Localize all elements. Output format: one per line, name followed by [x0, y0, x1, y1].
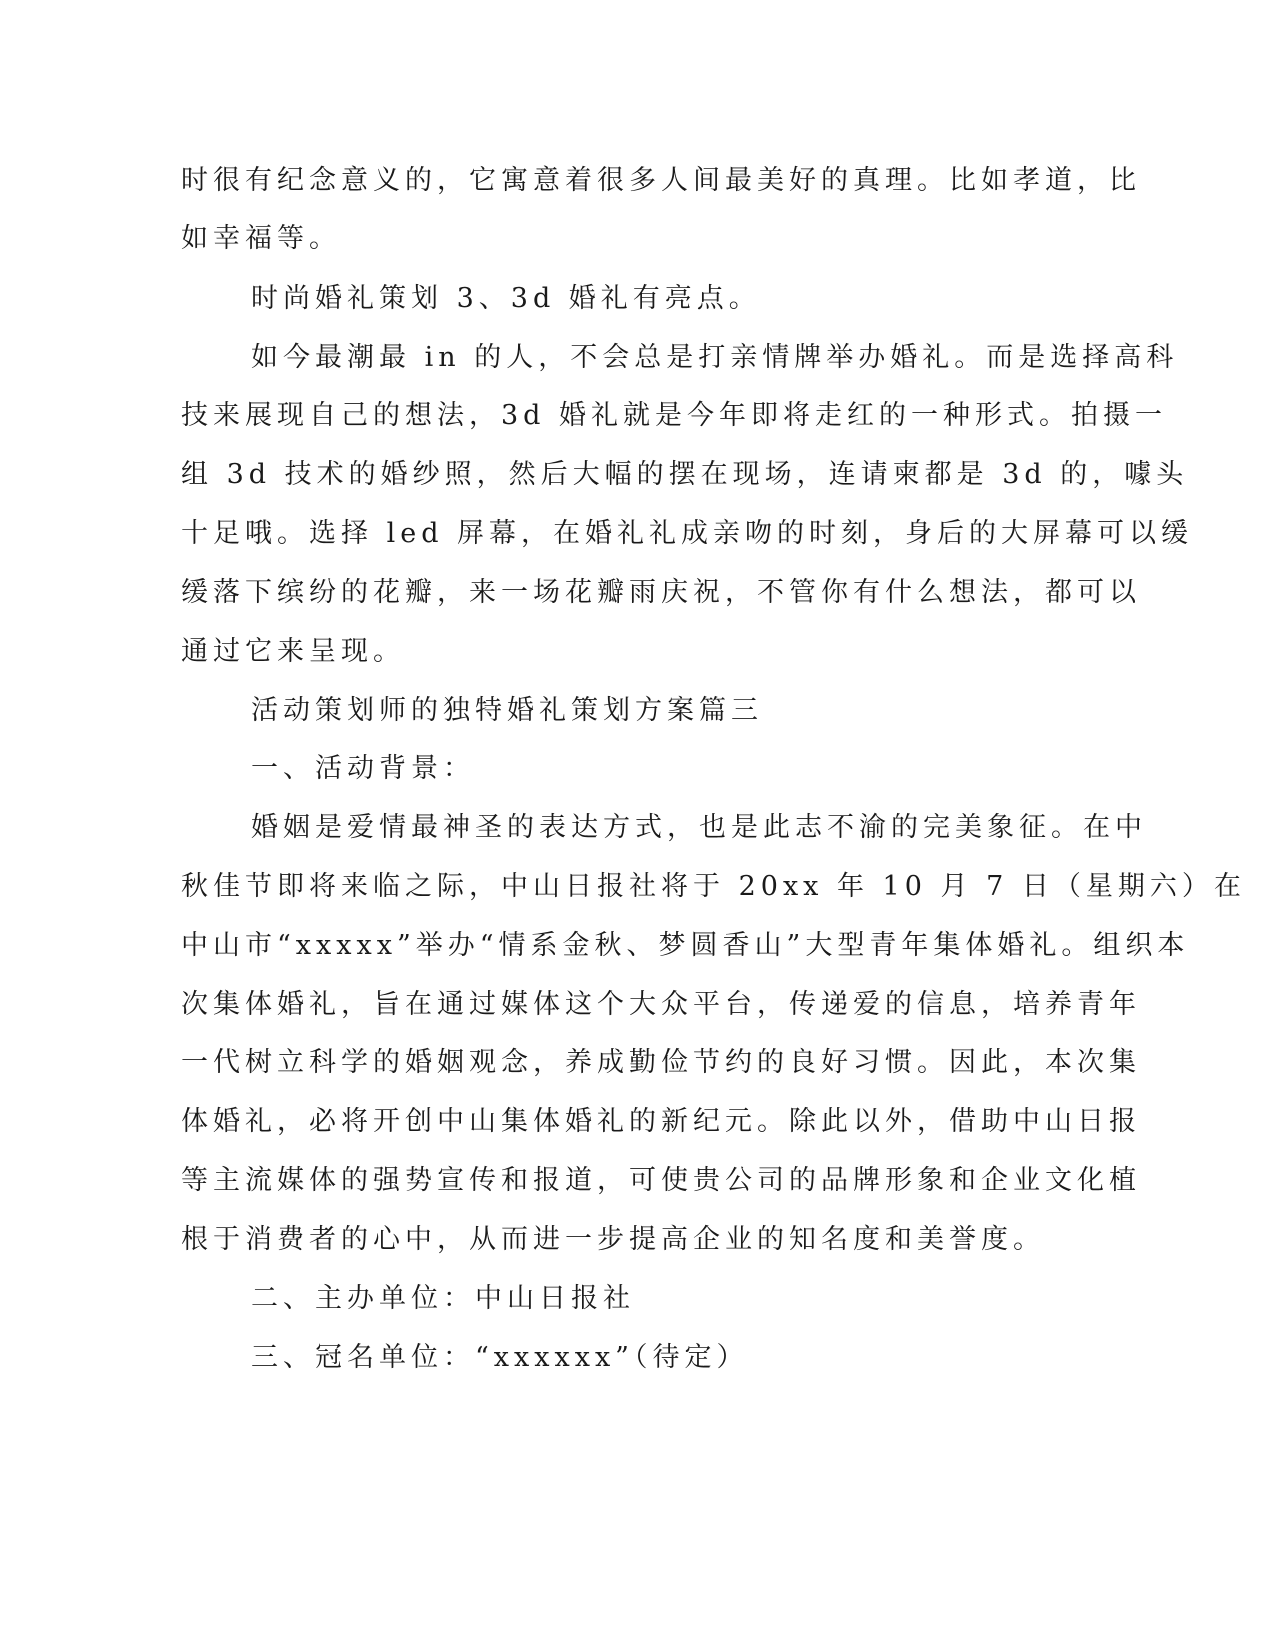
section-heading: 一、活动背景：	[251, 753, 475, 784]
body-text-line: 一代树立科学的婚姻观念，养成勤俭节约的良好习惯。因此，本次集	[181, 1047, 1141, 1078]
body-text-line: 根于消费者的心中，从而进一步提高企业的知名度和美誉度。	[181, 1224, 1045, 1255]
body-text-line: 婚姻是爱情最神圣的表达方式，也是此志不渝的完美象征。在中	[251, 812, 1147, 843]
body-text-line: 中山市“xxxxx”举办“情系金秋、梦圆香山”大型青年集体婚礼。组织本	[181, 930, 1190, 961]
body-text-line: 十足哦。选择 led 屏幕，在婚礼礼成亲吻的时刻，身后的大屏幕可以缓	[181, 518, 1194, 549]
section-heading: 时尚婚礼策划 3、3d 婚礼有亮点。	[251, 283, 761, 314]
body-text-line: 秋佳节即将来临之际，中山日报社将于 20xx 年 10 月 7 日（星期六）在	[181, 871, 1246, 902]
body-text-line: 时很有纪念意义的，它寓意着很多人间最美好的真理。比如孝道，比	[181, 165, 1141, 196]
body-text-line: 组 3d 技术的婚纱照，然后大幅的摆在现场，连请柬都是 3d 的，噱头	[181, 459, 1189, 490]
body-text-line: 如今最潮最 in 的人，不会总是打亲情牌举办婚礼。而是选择高科	[251, 342, 1179, 373]
body-text-line: 如幸福等。	[181, 223, 341, 254]
body-text-line: 技来展现自己的想法，3d 婚礼就是今年即将走红的一种形式。拍摄一	[181, 400, 1168, 431]
body-text-line: 体婚礼，必将开创中山集体婚礼的新纪元。除此以外，借助中山日报	[181, 1106, 1141, 1137]
body-text-line: 等主流媒体的强势宣传和报道，可使贵公司的品牌形象和企业文化植	[181, 1165, 1141, 1196]
body-text-line: 缓落下缤纷的花瓣，来一场花瓣雨庆祝，不管你有什么想法，都可以	[181, 577, 1141, 608]
body-text-line: 次集体婚礼，旨在通过媒体这个大众平台，传递爱的信息，培养青年	[181, 989, 1141, 1020]
body-text-line: 通过它来呈现。	[181, 636, 405, 667]
section-heading: 二、主办单位：中山日报社	[251, 1283, 635, 1314]
section-heading: 活动策划师的独特婚礼策划方案篇三	[251, 695, 763, 726]
section-heading: 三、冠名单位：“xxxxxx”（待定）	[251, 1342, 749, 1373]
